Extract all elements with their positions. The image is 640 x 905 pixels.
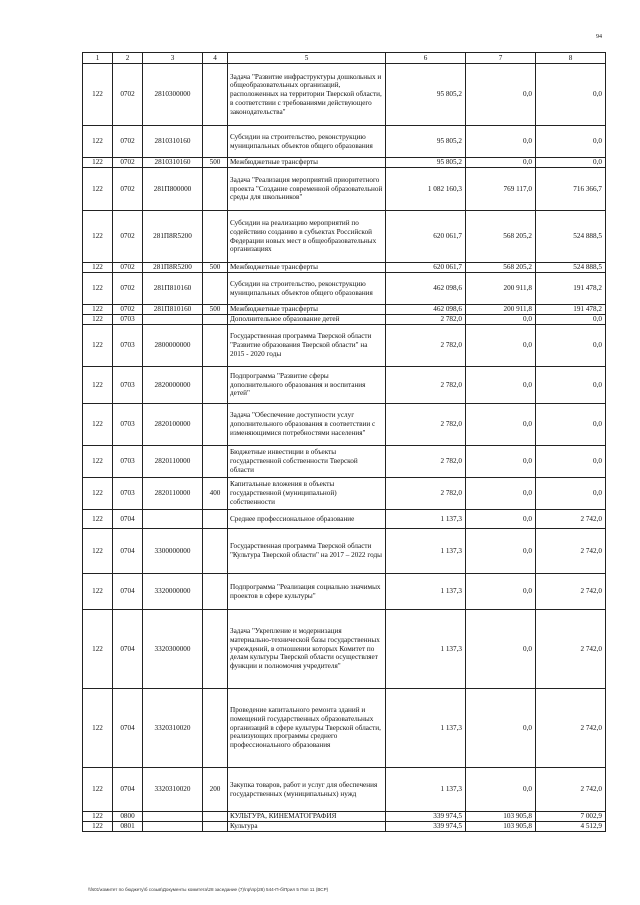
- amount-2018-cell: 339 974,5: [386, 822, 466, 832]
- table-row: [83, 812, 606, 822]
- expense-type-cell: [203, 574, 228, 610]
- amount-2018-cell: 95 805,2: [386, 64, 466, 126]
- header-cell: 8: [536, 53, 606, 64]
- section-code-cell: 0703: [113, 367, 143, 404]
- description-cell: Культура: [228, 822, 386, 832]
- target-article-cell: [143, 822, 203, 832]
- description-cell: Бюджетные инвестиции в объекты государственной собственности Тверской области: [228, 446, 386, 478]
- description-cell: Подпрограмма "Реализация социально значимых проектов в сфере культуры": [228, 574, 386, 610]
- description-cell: КУЛЬТУРА, КИНЕМАТОГРАФИЯ: [228, 812, 386, 822]
- expense-type-cell: 400: [203, 478, 228, 510]
- expense-type-cell: [203, 126, 228, 158]
- grbs-code-cell: 122: [83, 367, 113, 404]
- target-article-cell: 2810310160: [143, 126, 203, 158]
- amount-2019-cell: 0,0: [466, 158, 536, 168]
- header-row: [83, 53, 606, 64]
- amount-2018-cell: 1 137,3: [386, 529, 466, 574]
- section-code-cell: 0702: [113, 263, 143, 273]
- header-cell: 2: [113, 53, 143, 64]
- file-path-footer: \\fs01\комитет по бюджету\б созыв\Документы комитета\28 заседание (7)\пр\пр(28) 544-П-б\Прил 5 Поп 11 (ВСР): [88, 887, 329, 892]
- amount-2019-cell: 0,0: [466, 610, 536, 689]
- description-cell: Межбюджетные трансферты: [228, 158, 386, 168]
- section-code-cell: 0702: [113, 273, 143, 305]
- description-cell: Капитальные вложения в объекты государственной (муниципальной) собственности: [228, 478, 386, 510]
- section-code-cell: 0704: [113, 689, 143, 768]
- target-article-cell: 3320000000: [143, 574, 203, 610]
- expense-type-cell: [203, 315, 228, 325]
- amount-2018-cell: 1 137,3: [386, 768, 466, 812]
- amount-2018-cell: 1 137,3: [386, 610, 466, 689]
- table-row: [83, 404, 606, 446]
- amount-2019-cell: 200 911,8: [466, 273, 536, 305]
- amount-2018-cell: 95 805,2: [386, 126, 466, 158]
- amount-2019-cell: 0,0: [466, 126, 536, 158]
- amount-2020-cell: 2 742,0: [536, 689, 606, 768]
- amount-2019-cell: 0,0: [466, 574, 536, 610]
- amount-2019-cell: 200 911,8: [466, 305, 536, 315]
- grbs-code-cell: 122: [83, 273, 113, 305]
- expense-type-cell: [203, 689, 228, 768]
- amount-2019-cell: 568 205,2: [466, 263, 536, 273]
- table-row: [83, 689, 606, 768]
- target-article-cell: 281П8R5200: [143, 263, 203, 273]
- amount-2020-cell: 0,0: [536, 126, 606, 158]
- table-row: [83, 211, 606, 263]
- table-row: [83, 574, 606, 610]
- amount-2020-cell: 7 002,9: [536, 812, 606, 822]
- amount-2018-cell: 2 782,0: [386, 478, 466, 510]
- grbs-code-cell: 122: [83, 168, 113, 211]
- section-code-cell: 0704: [113, 574, 143, 610]
- expense-type-cell: [203, 325, 228, 367]
- section-code-cell: 0704: [113, 510, 143, 529]
- section-code-cell: 0704: [113, 768, 143, 812]
- amount-2019-cell: 0,0: [466, 64, 536, 126]
- expense-type-cell: [203, 529, 228, 574]
- amount-2018-cell: 462 098,6: [386, 273, 466, 305]
- grbs-code-cell: 122: [83, 126, 113, 158]
- description-cell: Закупка товаров, работ и услуг для обеспечения государственных (муниципальных) нужд: [228, 768, 386, 812]
- description-cell: Государственная программа Тверской области "Культура Тверской области" на 2017 – 2022 годы: [228, 529, 386, 574]
- expense-type-cell: [203, 211, 228, 263]
- table-row: [83, 263, 606, 273]
- target-article-cell: 2810310160: [143, 158, 203, 168]
- amount-2018-cell: 1 137,3: [386, 510, 466, 529]
- target-article-cell: 3320310020: [143, 689, 203, 768]
- expense-type-cell: [203, 446, 228, 478]
- header-cell: 6: [386, 53, 466, 64]
- grbs-code-cell: 122: [83, 689, 113, 768]
- amount-2018-cell: 2 782,0: [386, 315, 466, 325]
- table-row: [83, 768, 606, 812]
- grbs-code-cell: 122: [83, 812, 113, 822]
- target-article-cell: 281П8R5200: [143, 211, 203, 263]
- amount-2018-cell: 620 061,7: [386, 263, 466, 273]
- amount-2018-cell: 339 974,5: [386, 812, 466, 822]
- amount-2018-cell: 2 782,0: [386, 325, 466, 367]
- amount-2019-cell: 769 117,0: [466, 168, 536, 211]
- header-cell: 1: [83, 53, 113, 64]
- amount-2019-cell: 103 905,8: [466, 812, 536, 822]
- table-row: [83, 315, 606, 325]
- target-article-cell: 2800000000: [143, 325, 203, 367]
- amount-2018-cell: 2 782,0: [386, 367, 466, 404]
- amount-2020-cell: 0,0: [536, 64, 606, 126]
- amount-2020-cell: 716 366,7: [536, 168, 606, 211]
- header-cell: 5: [228, 53, 386, 64]
- description-cell: Проведение капитального ремонта зданий и помещений государственных образовательных организаций в сфере культуры Тверской области, реализующих программы среднего профессионального образования: [228, 689, 386, 768]
- description-cell: Дополнительное образование детей: [228, 315, 386, 325]
- amount-2019-cell: 0,0: [466, 315, 536, 325]
- grbs-code-cell: 122: [83, 529, 113, 574]
- amount-2020-cell: 2 742,0: [536, 529, 606, 574]
- description-cell: Среднее профессиональное образование: [228, 510, 386, 529]
- section-code-cell: 0702: [113, 211, 143, 263]
- section-code-cell: 0702: [113, 64, 143, 126]
- amount-2020-cell: 0,0: [536, 367, 606, 404]
- amount-2018-cell: 2 782,0: [386, 404, 466, 446]
- amount-2020-cell: 524 888,5: [536, 263, 606, 273]
- section-code-cell: 0703: [113, 404, 143, 446]
- table-row: [83, 822, 606, 832]
- target-article-cell: 2820110000: [143, 478, 203, 510]
- amount-2018-cell: 95 805,2: [386, 158, 466, 168]
- amount-2019-cell: 568 205,2: [466, 211, 536, 263]
- section-code-cell: 0704: [113, 610, 143, 689]
- grbs-code-cell: 122: [83, 510, 113, 529]
- section-code-cell: 0703: [113, 315, 143, 325]
- table-row: [83, 610, 606, 689]
- description-cell: Задача "Обеспечение доступности услуг дополнительного образования в соответствии с изменяющимися потребностями населения": [228, 404, 386, 446]
- target-article-cell: 3320300000: [143, 610, 203, 689]
- amount-2019-cell: 103 905,8: [466, 822, 536, 832]
- budget-table: [82, 52, 606, 832]
- amount-2020-cell: 0,0: [536, 478, 606, 510]
- amount-2020-cell: 0,0: [536, 446, 606, 478]
- expense-type-cell: [203, 822, 228, 832]
- description-cell: Субсидии на строительство, реконструкцию муниципальных объектов общего образования: [228, 273, 386, 305]
- table-row: [83, 305, 606, 315]
- grbs-code-cell: 122: [83, 574, 113, 610]
- table-row: [83, 126, 606, 158]
- amount-2020-cell: 0,0: [536, 158, 606, 168]
- section-code-cell: 0702: [113, 126, 143, 158]
- page-number: 94: [596, 34, 602, 40]
- target-article-cell: 2810300000: [143, 64, 203, 126]
- section-code-cell: 0703: [113, 478, 143, 510]
- expense-type-cell: 500: [203, 263, 228, 273]
- grbs-code-cell: 122: [83, 404, 113, 446]
- section-code-cell: 0702: [113, 168, 143, 211]
- amount-2018-cell: 1 082 160,3: [386, 168, 466, 211]
- expense-type-cell: 500: [203, 158, 228, 168]
- description-cell: Подпрограмма "Развитие сферы дополнительного образования и воспитания детей": [228, 367, 386, 404]
- amount-2020-cell: 2 742,0: [536, 510, 606, 529]
- grbs-code-cell: 122: [83, 610, 113, 689]
- description-cell: Государственная программа Тверской области "Развитие образования Тверской области" на 2015 - 2020 годы: [228, 325, 386, 367]
- description-cell: Межбюджетные трансферты: [228, 263, 386, 273]
- target-article-cell: 2820100000: [143, 404, 203, 446]
- target-article-cell: 3320310020: [143, 768, 203, 812]
- grbs-code-cell: 122: [83, 325, 113, 367]
- amount-2019-cell: 0,0: [466, 689, 536, 768]
- amount-2020-cell: 2 742,0: [536, 768, 606, 812]
- target-article-cell: 281П810160: [143, 305, 203, 315]
- table-row: [83, 273, 606, 305]
- amount-2019-cell: 0,0: [466, 510, 536, 529]
- amount-2019-cell: 0,0: [466, 325, 536, 367]
- expense-type-cell: [203, 610, 228, 689]
- target-article-cell: 2820110000: [143, 446, 203, 478]
- amount-2020-cell: 2 742,0: [536, 610, 606, 689]
- table-row: [83, 158, 606, 168]
- section-code-cell: 0703: [113, 446, 143, 478]
- target-article-cell: 3300000000: [143, 529, 203, 574]
- amount-2020-cell: 2 742,0: [536, 574, 606, 610]
- amount-2018-cell: 1 137,3: [386, 574, 466, 610]
- expense-type-cell: [203, 64, 228, 126]
- description-cell: Субсидии на реализацию мероприятий по содействию созданию в субъектах Российской Федерации новых мест в общеобразовательных организациях: [228, 211, 386, 263]
- amount-2019-cell: 0,0: [466, 478, 536, 510]
- grbs-code-cell: 122: [83, 768, 113, 812]
- description-cell: Субсидии на строительство, реконструкцию муниципальных объектов общего образования: [228, 126, 386, 158]
- target-article-cell: [143, 510, 203, 529]
- amount-2020-cell: 0,0: [536, 315, 606, 325]
- target-article-cell: 2820000000: [143, 367, 203, 404]
- table-row: [83, 367, 606, 404]
- amount-2020-cell: 524 888,5: [536, 211, 606, 263]
- header-cell: 7: [466, 53, 536, 64]
- target-article-cell: [143, 315, 203, 325]
- table-row: [83, 168, 606, 211]
- amount-2018-cell: 620 061,7: [386, 211, 466, 263]
- section-code-cell: 0800: [113, 812, 143, 822]
- target-article-cell: 281П810160: [143, 273, 203, 305]
- description-cell: Межбюджетные трансферты: [228, 305, 386, 315]
- description-cell: Задача "Развитие инфраструктуры дошкольных и общеобразовательных организаций, расположенных на территории Тверской области, в соответствии с требованиями действующего законодательства": [228, 64, 386, 126]
- target-article-cell: 281П800000: [143, 168, 203, 211]
- amount-2018-cell: 462 098,6: [386, 305, 466, 315]
- amount-2019-cell: 0,0: [466, 768, 536, 812]
- section-code-cell: 0703: [113, 325, 143, 367]
- table-row: [83, 510, 606, 529]
- grbs-code-cell: 122: [83, 822, 113, 832]
- grbs-code-cell: 122: [83, 211, 113, 263]
- table-row: [83, 478, 606, 510]
- section-code-cell: 0704: [113, 529, 143, 574]
- table-row: [83, 529, 606, 574]
- description-cell: Задача "Укрепление и модернизация материально-технической базы государственных учреждений, в отношении которых Комитет по делам культуры Тверской области осуществляет функции и полномочия учредителя": [228, 610, 386, 689]
- amount-2019-cell: 0,0: [466, 529, 536, 574]
- expense-type-cell: [203, 168, 228, 211]
- amount-2019-cell: 0,0: [466, 404, 536, 446]
- amount-2019-cell: 0,0: [466, 446, 536, 478]
- target-article-cell: [143, 812, 203, 822]
- expense-type-cell: [203, 812, 228, 822]
- expense-type-cell: 200: [203, 768, 228, 812]
- section-code-cell: 0702: [113, 158, 143, 168]
- grbs-code-cell: 122: [83, 478, 113, 510]
- table-row: [83, 325, 606, 367]
- grbs-code-cell: 122: [83, 315, 113, 325]
- expense-type-cell: [203, 404, 228, 446]
- expense-type-cell: [203, 510, 228, 529]
- amount-2020-cell: 191 478,2: [536, 273, 606, 305]
- amount-2019-cell: 0,0: [466, 367, 536, 404]
- header-cell: 3: [143, 53, 203, 64]
- expense-type-cell: 500: [203, 305, 228, 315]
- grbs-code-cell: 122: [83, 158, 113, 168]
- table-row: [83, 446, 606, 478]
- grbs-code-cell: 122: [83, 305, 113, 315]
- expense-type-cell: [203, 367, 228, 404]
- grbs-code-cell: 122: [83, 64, 113, 126]
- section-code-cell: 0702: [113, 305, 143, 315]
- amount-2020-cell: 0,0: [536, 325, 606, 367]
- amount-2018-cell: 2 782,0: [386, 446, 466, 478]
- section-code-cell: 0801: [113, 822, 143, 832]
- grbs-code-cell: 122: [83, 446, 113, 478]
- amount-2018-cell: 1 137,3: [386, 689, 466, 768]
- table-row: [83, 64, 606, 126]
- expense-type-cell: [203, 273, 228, 305]
- header-cell: 4: [203, 53, 228, 64]
- amount-2020-cell: 191 478,2: [536, 305, 606, 315]
- description-cell: Задача "Реализация мероприятий приоритетного проекта "Создание современной образовательной среды для школьников": [228, 168, 386, 211]
- grbs-code-cell: 122: [83, 263, 113, 273]
- amount-2020-cell: 0,0: [536, 404, 606, 446]
- amount-2020-cell: 4 512,9: [536, 822, 606, 832]
